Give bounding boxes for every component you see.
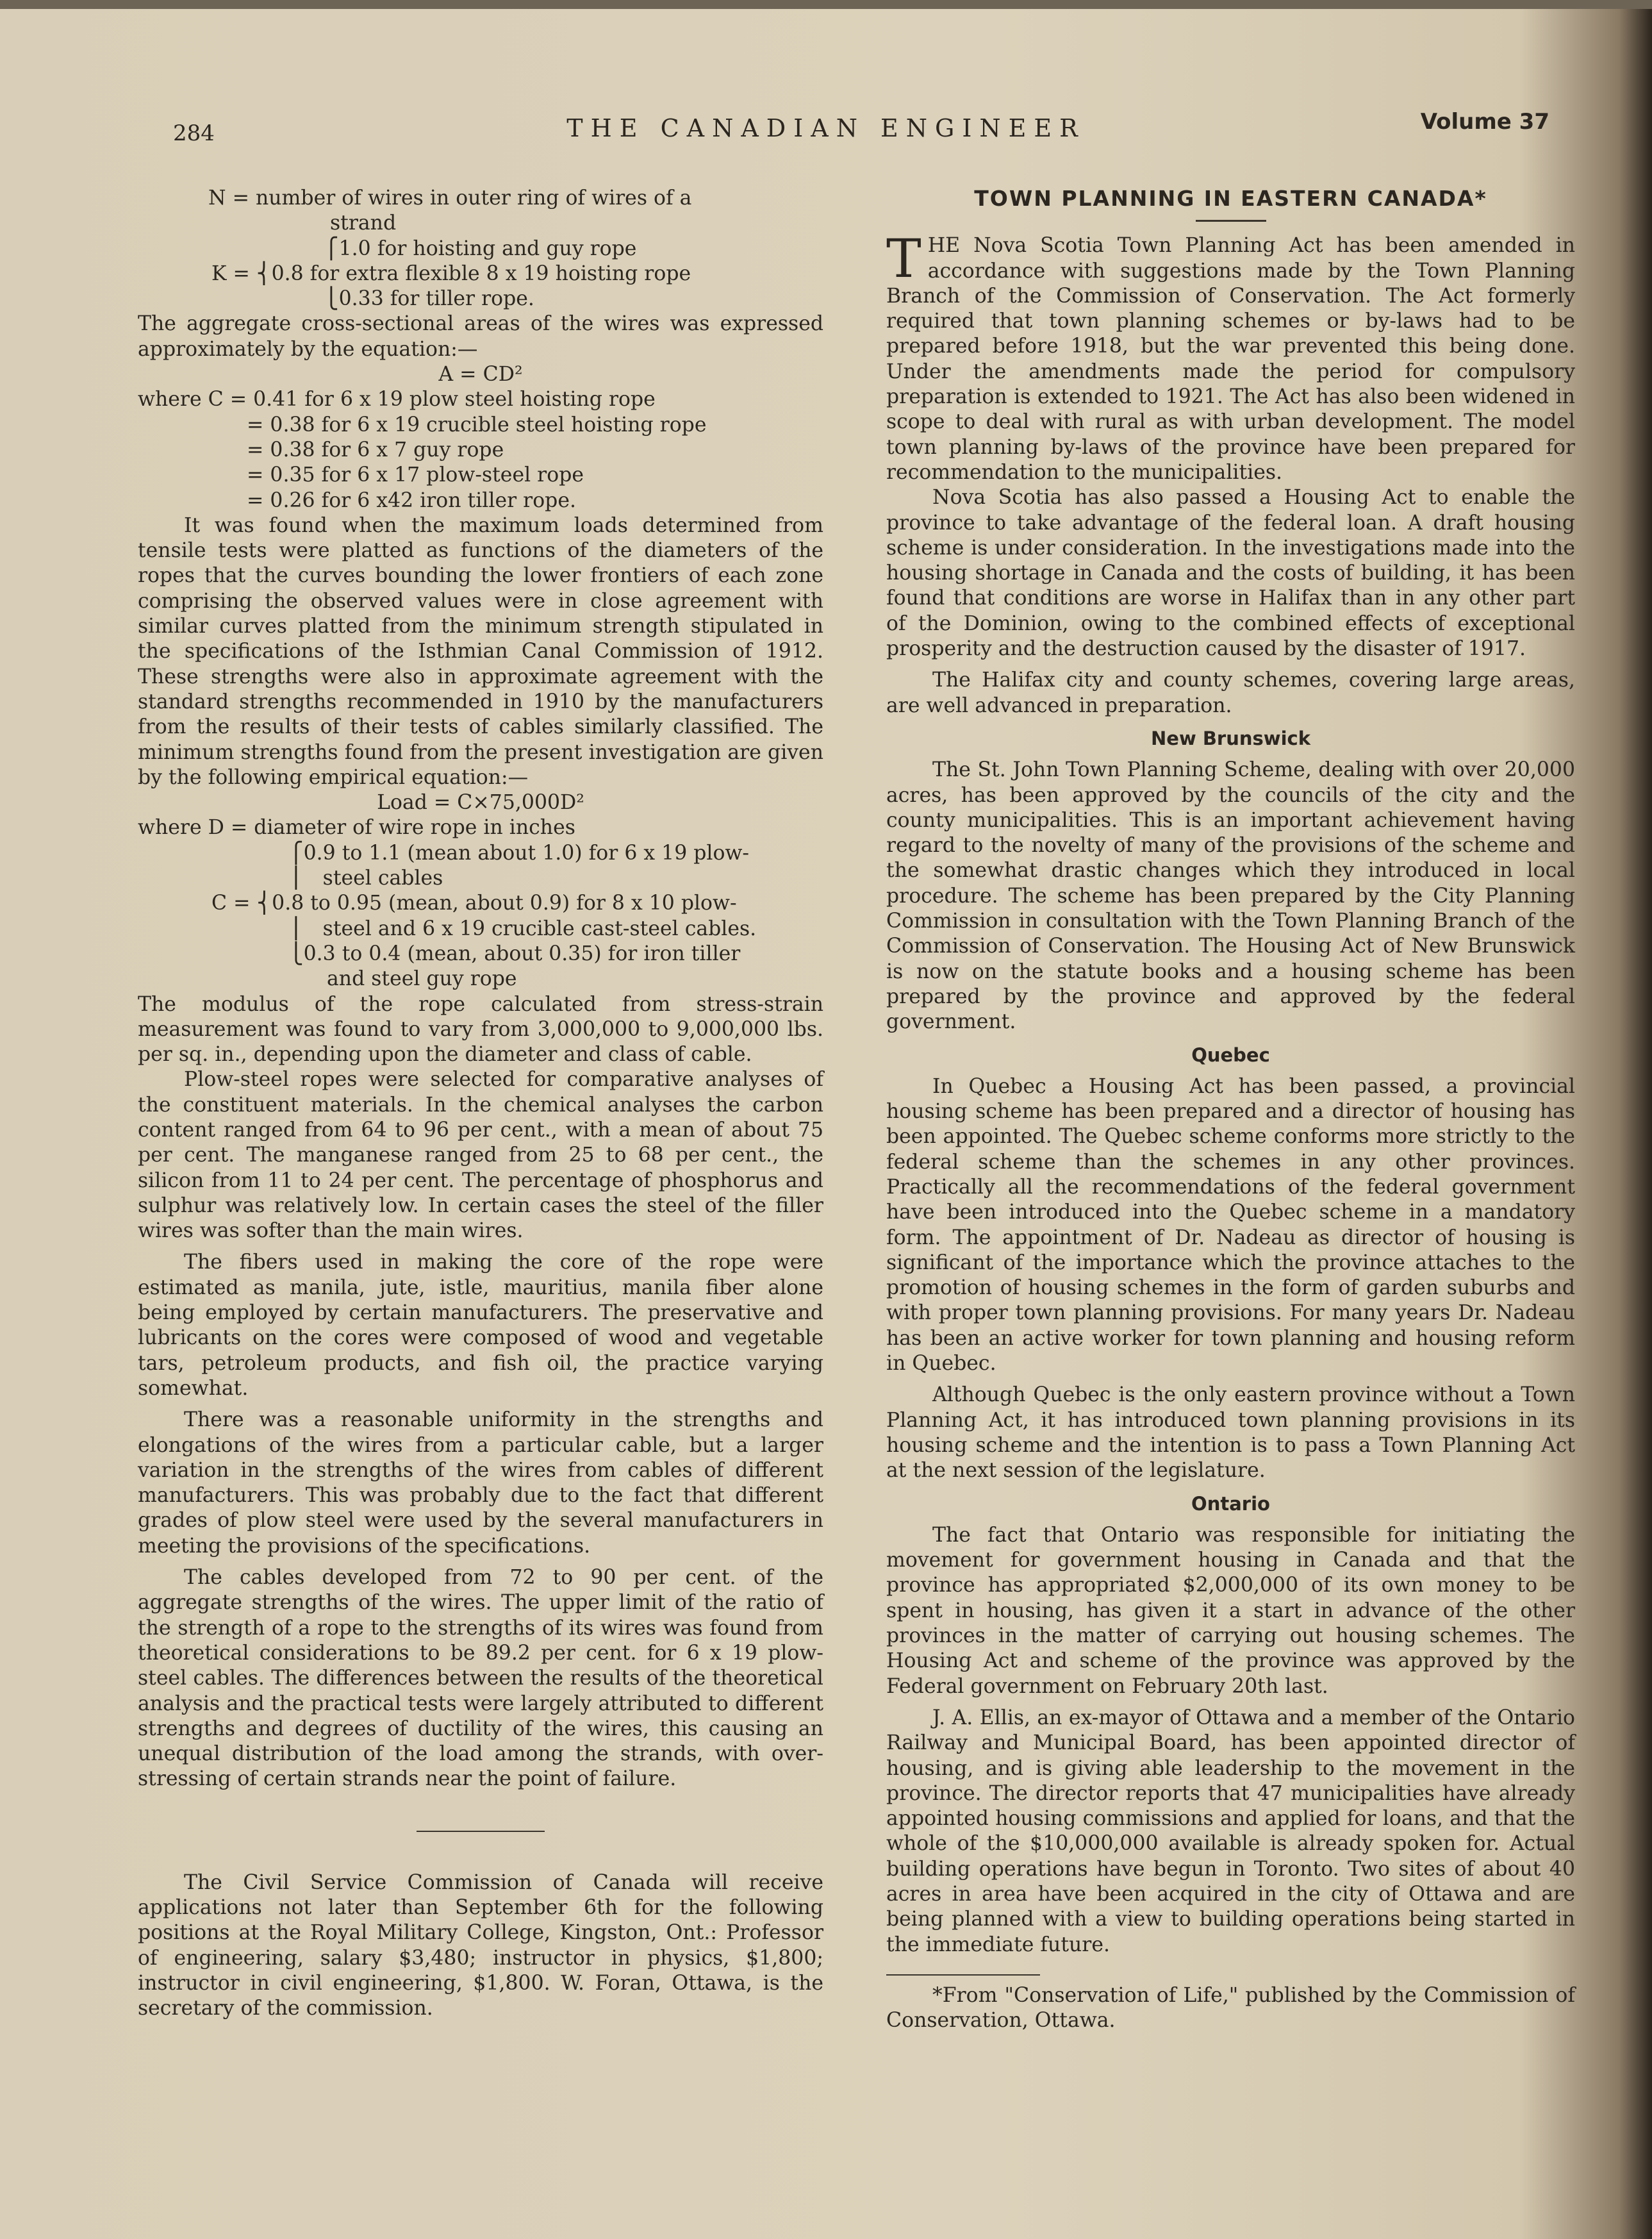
paragraph-nova-scotia-1 [886, 229, 1575, 485]
volume-label: Volume 37 [1420, 109, 1549, 135]
c-range-6: and steel guy rope [327, 967, 517, 991]
definition-k-line2: K = ⎨0.8 for extra flexible 8 x 19 hoisting rope [211, 262, 691, 285]
paragraph-plow-steel: Plow-steel ropes were selected for comparative analyses of the constituent materials. In the chemical analyses the carbon content ranged from 64 to 96 per cent., with a mean of about 75 per cent. The manganese ranged from 25 to 68 per cent., the silicon from 11 to 24 per cent. The percentage of phosphorus and sulphur was relatively low. In certain cases the steel of the filler wires was softer than the main wires. [138, 1068, 823, 1243]
drop-cap: T [886, 229, 921, 290]
c-range-2: ⎪ steel cables [288, 867, 443, 890]
c-range-4: ⎪ steel and 6 x 19 crucible cast-steel cables. [288, 917, 757, 940]
equation-area: A = CD² [438, 363, 523, 387]
page-number: 284 [173, 121, 215, 146]
title-rule [1196, 220, 1266, 222]
definition-n-cont: strand [330, 212, 397, 235]
article-title: TOWN PLANNING IN EASTERN CANADA* [974, 186, 1487, 211]
definition-k-line3: ⎩0.33 for tiller rope. [324, 287, 534, 311]
paragraph-civil-service: The Civil Service Commission of Canada will receive applications not later than September 6th for the following positions at the Royal Military College, Kingston, Ont.: Professor of engineering, salary $3,480; instructor in physics, $1,800; instructor in civil engineering, $1,800. W. Foran, Ottawa, is the secretary of the commission. [138, 1870, 823, 2020]
scan-top-edge [0, 0, 1652, 9]
definition-k-line1: ⎧1.0 for hoisting and guy rope [324, 237, 637, 260]
heading-quebec: Quebec [1191, 1044, 1270, 1066]
journal-title: THE CANADIAN ENGINEER [566, 114, 1086, 142]
left-column [138, 186, 823, 2021]
paragraph-quebec-1: In Quebec a Housing Act has been passed, a provincial housing scheme has been prepared and a director of housing has been appointed. The Quebec scheme conforms more strictly to the federal scheme than the schemes in any other provinces. Practically all the recommendations of the federal government have been introduced into the Quebec scheme in a mandatory form. The appointment of Dr. Nadeau as director of housing is significant of the importance which the province attaches to the promotion of housing schemes in the form of garden suburbs and with proper town planning provisions. For many years Dr. Nadeau has been an active worker for town planning and housing reform in Quebec. [886, 1074, 1575, 1376]
paragraph-fibers: The fibers used in making the core of the rope were estimated as manila, jute, istle, mauritius, manila fiber alone being employed by certain manufacturers. The preservative and lubricants on the cores were composed of wood and vegetable tars, petroleum products, and fish oil, the practice varying somewhat. [138, 1251, 823, 1400]
paragraph-nova-scotia-3: The Halifax city and county schemes, covering large areas, are well advanced in preparation. [886, 669, 1575, 717]
c-value-3: = 0.38 for 6 x 7 guy rope [247, 438, 504, 462]
paragraph-quebec-2: Although Quebec is the only eastern province without a Town Planning Act, it has introduced town planning provisions in its housing scheme and the intention is to pass a Town Planning Act at the next session of the legislature. [886, 1383, 1575, 1483]
footnote-rule [886, 1974, 1040, 1976]
paragraph-nova-scotia-2: Nova Scotia has also passed a Housing Act to enable the province to take advantage of the federal loan. A draft housing scheme is under consideration. In the investigations made into the housing shortage in Canada and the costs of building, it has been found that conditions are worse in Halifax than in any other part of the Dominion, owing to the combined effects of exceptional prosperity and the destruction caused by the disaster of 1917. [886, 486, 1575, 661]
definition-n: N = number of wires in outer ring of wires of a [208, 187, 692, 210]
paragraph-new-brunswick: The St. John Town Planning Scheme, dealing with over 20,000 acres, has been approved by the councils of the city and the county municipalities. This is an important achievement having regard to the novelty of many of the provisions of the scheme and the somewhat drastic changes which they introduced in local procedure. The scheme has been prepared by the City Planning Commission in consultation with the Town Planning Branch of the Commission of Conservation. The Housing Act of New Brunswick is now on the statute books and a housing scheme has been prepared by the province and approved by the federal government. [886, 758, 1575, 1034]
heading-ontario: Ontario [1191, 1492, 1270, 1515]
paragraph-ontario-1: The fact that Ontario was responsible for initiating the movement for government housing in Canada and that the province has appropriated $2,000,000 of its own money to be spent in housing, has given it a start in advance of the other provinces in the matter of carrying out housing schemes. The Housing Act and scheme of the province was approved by the Federal government on February 20th last. [886, 1523, 1575, 1698]
section-divider [417, 1831, 545, 1832]
paragraph-ontario-2: J. A. Ellis, an ex-mayor of Ottawa and a member of the Ontario Railway and Municipal Board, has been appointed director of housing, and is giving able leadership to the movement in the province. The director reports that 47 municipalities have already appointed housing commissions and applied for loans, and that the whole of the $10,000,000 available is already spoken for. Actual building operations have begun in Toronto. Two sites of about 40 acres in area have been acquired in the city of Ottawa and are being planned with a view to building operations being started in the immediate future. [886, 1706, 1575, 1956]
c-value-5: = 0.26 for 6 x42 iron tiller rope. [247, 488, 576, 512]
right-column [886, 186, 1575, 2033]
c-value-4: = 0.35 for 6 x 17 plow-steel rope [247, 463, 584, 487]
equation-load: Load = C×75,000D² [377, 791, 584, 815]
paragraph-modulus: The modulus of the rope calculated from stress-strain measurement was found to vary from 3,000,000 to 9,000,000 lbs. per sq. in., depending upon the diameter and class of cable. [138, 992, 823, 1067]
c-value-1: where C = 0.41 for 6 x 19 plow steel hoisting rope [138, 388, 656, 412]
paragraph-cables: The cables developed from 72 to 90 per cent. of the aggregate strengths of the wires. The upper limit of the ratio of the strength of a rope to the strengths of its wires was found from theoretical considerations to be 89.2 per cent. for 6 x 19 plow-steel cables. The differences between the results of the theoretical analysis and the practical tests were largely attributed to different strengths and degrees of ductility of the wires, this causing an unequal distribution of the load among the strands, with over-stressing of certain strands near the point of failure. [138, 1566, 823, 1791]
paragraph-found: It was found when the maximum loads determined from tensile tests were platted as functions of the diameters of the ropes that the curves bounding the lower frontiers of each zone comprising the observed values were in close agreement with similar curves platted from the minimum strength stipulated in the specifications of the Isthmian Canal Commission of 1912. These strengths were also in approximate agreement with the standard strengths recommended in 1910 by the manufacturers from the results of their tests of cables similarly classified. The minimum strengths found from the present investigation are given by the following empirical equation:— [138, 513, 823, 789]
page-header [0, 103, 1652, 146]
paragraph-nova-scotia-1-text: HE Nova Scotia Town Planning Act has been amended in accordance with suggestions made by the Town Planning Branch of the Commission of Conservation. The Act formerly required that town planning schemes or by-laws had to be prepared before 1918, but the war prevented this being done. Under the amendments made the period for compulsory preparation is extended to 1921. The Act has also been widened in scope to deal with rural as with urban development. The model town planning by-laws of the province have been prepared for recommendation to the municipalities. [886, 234, 1575, 484]
c-range-3: C = ⎨0.8 to 0.95 (mean, about 0.9) for 8 x 10 plow- [211, 892, 737, 915]
footnote: *From "Conservation of Life," published by the Commission of Conservation, Ottawa. [886, 1983, 1575, 2033]
paragraph-area: The aggregate cross-sectional areas of the wires was expressed approximately by the equation:— [138, 312, 823, 361]
paragraph-uniformity: There was a reasonable uniformity in the strengths and elongations of the wires from a particular cable, but a larger variation in the strengths of the wires from cables of different manufacturers. This was probably due to the fact that different grades of plow steel were used by the several manufacturers in meeting the provisions of the specifications. [138, 1408, 823, 1558]
heading-new-brunswick: New Brunswick [1151, 727, 1310, 749]
c-range-5: ⎩0.3 to 0.4 (mean, about 0.35) for iron tiller [288, 942, 741, 965]
c-value-2: = 0.38 for 6 x 19 crucible steel hoisting rope [247, 413, 707, 437]
definition-d: where D = diameter of wire rope in inches [138, 816, 575, 840]
c-range-1: ⎧0.9 to 1.1 (mean about 1.0) for 6 x 19 plow- [288, 841, 750, 865]
